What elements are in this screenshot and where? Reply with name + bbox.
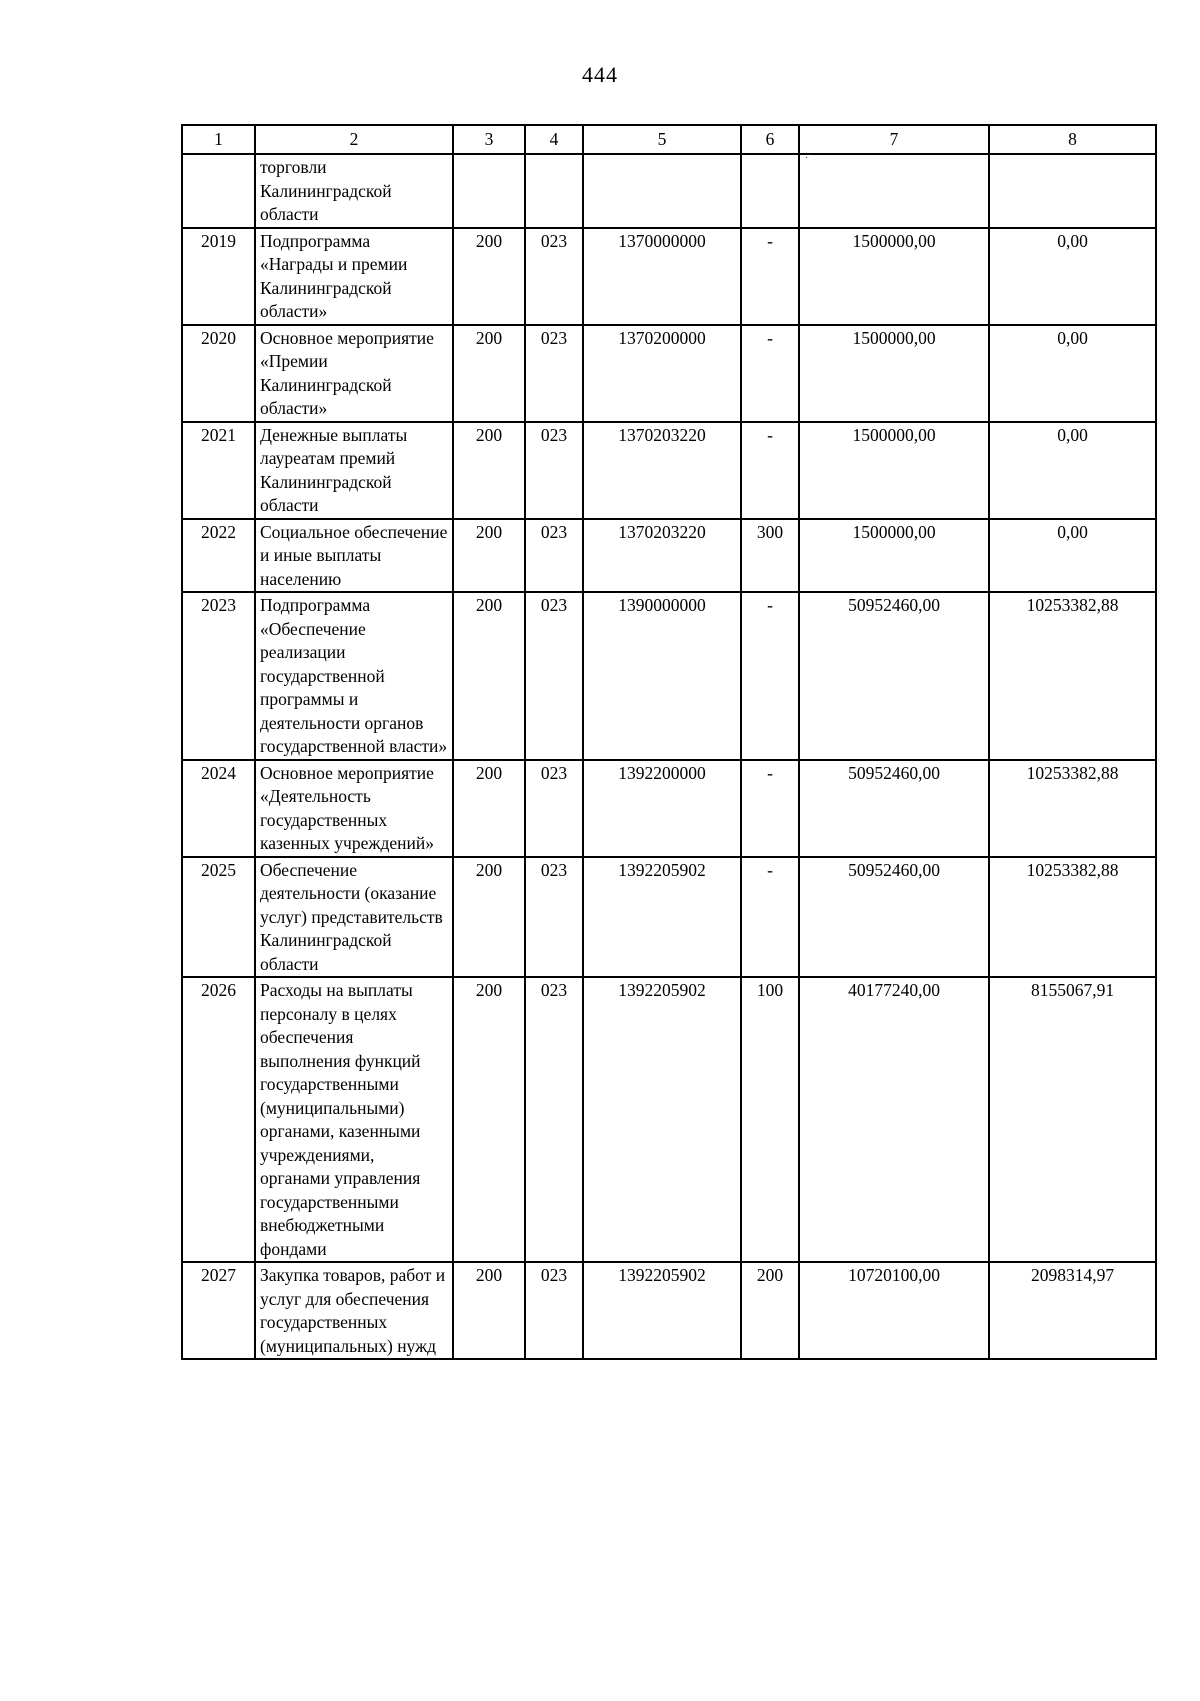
row-col-4: 023	[525, 228, 583, 325]
row-number: 2022	[182, 519, 255, 593]
row-col-5: 1392205902	[583, 857, 741, 978]
row-col-3: 200	[453, 519, 525, 593]
row-col-6: -	[741, 592, 799, 760]
row-name: Обеспечение деятельности (оказание услуг) представительств Калининградской области	[255, 857, 453, 978]
row-number: 2025	[182, 857, 255, 978]
row-col-6: -	[741, 228, 799, 325]
row-number: 2024	[182, 760, 255, 857]
row-col-8: 0,00	[989, 422, 1156, 519]
header-col-4: 4	[525, 125, 583, 154]
table-row	[182, 592, 1156, 760]
row-col-6: -	[741, 325, 799, 422]
row-col-5: 1370200000	[583, 325, 741, 422]
row-number: 2026	[182, 977, 255, 1262]
row-name: Закупка товаров, работ и услуг для обеспечения государственных (муниципальных) нужд	[255, 1262, 453, 1359]
row-col-5: 1392200000	[583, 760, 741, 857]
row-col-4: 023	[525, 760, 583, 857]
row-col-3: 200	[453, 760, 525, 857]
row-col-6: -	[741, 422, 799, 519]
table-row	[182, 519, 1156, 593]
row-col-7: 50952460,00	[799, 857, 989, 978]
row-col-4: 023	[525, 857, 583, 978]
row-col-5: 1370203220	[583, 519, 741, 593]
row-col-5: 1390000000	[583, 592, 741, 760]
row-name: Денежные выплаты лауреатам премий Калининградской области	[255, 422, 453, 519]
row-col-6: 100	[741, 977, 799, 1262]
row-col-6: -	[741, 857, 799, 978]
row-col-8: 10253382,88	[989, 760, 1156, 857]
row-col-7: 1500000,00	[799, 422, 989, 519]
row-col-3: 200	[453, 325, 525, 422]
header-col-6: 6	[741, 125, 799, 154]
page-number: 444	[582, 62, 618, 87]
table-row	[182, 154, 1156, 228]
row-name: Социальное обеспечение и иные выплаты населению	[255, 519, 453, 593]
header-col-8: 8	[989, 125, 1156, 154]
row-col-7: 50952460,00	[799, 592, 989, 760]
row-col-4	[525, 154, 583, 228]
row-col-3: 200	[453, 228, 525, 325]
row-number: 2027	[182, 1262, 255, 1359]
row-col-8: 0,00	[989, 228, 1156, 325]
header-col-2: 2	[255, 125, 453, 154]
row-col-7: 50952460,00	[799, 760, 989, 857]
row-name: Подпрограмма «Награды и премии Калининградской области»	[255, 228, 453, 325]
row-name: Основное мероприятие «Премии Калининградской области»	[255, 325, 453, 422]
row-col-3: 200	[453, 977, 525, 1262]
budget-table	[181, 124, 1157, 1360]
row-col-6: 300	[741, 519, 799, 593]
row-col-7: 1500000,00	[799, 519, 989, 593]
row-col-5: 1370203220	[583, 422, 741, 519]
row-col-4: 023	[525, 1262, 583, 1359]
row-col-4: 023	[525, 519, 583, 593]
row-name: Расходы на выплаты персоналу в целях обеспечения выполнения функций государственными (муниципальными) органами, казенными учреждениями, органами управления государственными внебюджетными фондами	[255, 977, 453, 1262]
table-row	[182, 977, 1156, 1262]
row-col-6	[741, 154, 799, 228]
row-number	[182, 154, 255, 228]
row-col-5: 1392205902	[583, 1262, 741, 1359]
table-row	[182, 422, 1156, 519]
table-row	[182, 857, 1156, 978]
table-row	[182, 325, 1156, 422]
row-col-8	[989, 154, 1156, 228]
row-col-8: 0,00	[989, 519, 1156, 593]
row-col-7: 40177240,00	[799, 977, 989, 1262]
table-row	[182, 760, 1156, 857]
row-col-5	[583, 154, 741, 228]
row-col-8: 2098314,97	[989, 1262, 1156, 1359]
row-col-4: 023	[525, 325, 583, 422]
row-number: 2019	[182, 228, 255, 325]
row-col-5: 1370000000	[583, 228, 741, 325]
scan-speck: ·˙	[805, 153, 812, 164]
row-col-3: 200	[453, 857, 525, 978]
row-col-8: 10253382,88	[989, 857, 1156, 978]
row-col-4: 023	[525, 977, 583, 1262]
row-col-3: 200	[453, 1262, 525, 1359]
row-name: Подпрограмма «Обеспечение реализации государственной программы и деятельности органов государственной власти»	[255, 592, 453, 760]
row-col-4: 023	[525, 422, 583, 519]
row-col-7: 1500000,00	[799, 325, 989, 422]
row-col-8: 0,00	[989, 325, 1156, 422]
table-row	[182, 1262, 1156, 1359]
row-col-8: 8155067,91	[989, 977, 1156, 1262]
row-name: торговли Калининградской области	[255, 154, 453, 228]
row-col-7: 1500000,00	[799, 228, 989, 325]
row-col-7: 10720100,00	[799, 1262, 989, 1359]
row-col-6: -	[741, 760, 799, 857]
row-col-6: 200	[741, 1262, 799, 1359]
row-col-7	[799, 154, 989, 228]
header-col-1: 1	[182, 125, 255, 154]
row-number: 2023	[182, 592, 255, 760]
table-row	[182, 228, 1156, 325]
row-col-3	[453, 154, 525, 228]
row-name: Основное мероприятие «Деятельность государственных казенных учреждений»	[255, 760, 453, 857]
row-number: 2021	[182, 422, 255, 519]
row-col-4: 023	[525, 592, 583, 760]
table-header-row	[182, 125, 1156, 154]
header-col-5: 5	[583, 125, 741, 154]
row-col-3: 200	[453, 422, 525, 519]
header-col-7: 7	[799, 125, 989, 154]
header-col-3: 3	[453, 125, 525, 154]
row-col-8: 10253382,88	[989, 592, 1156, 760]
row-col-5: 1392205902	[583, 977, 741, 1262]
row-col-3: 200	[453, 592, 525, 760]
row-number: 2020	[182, 325, 255, 422]
